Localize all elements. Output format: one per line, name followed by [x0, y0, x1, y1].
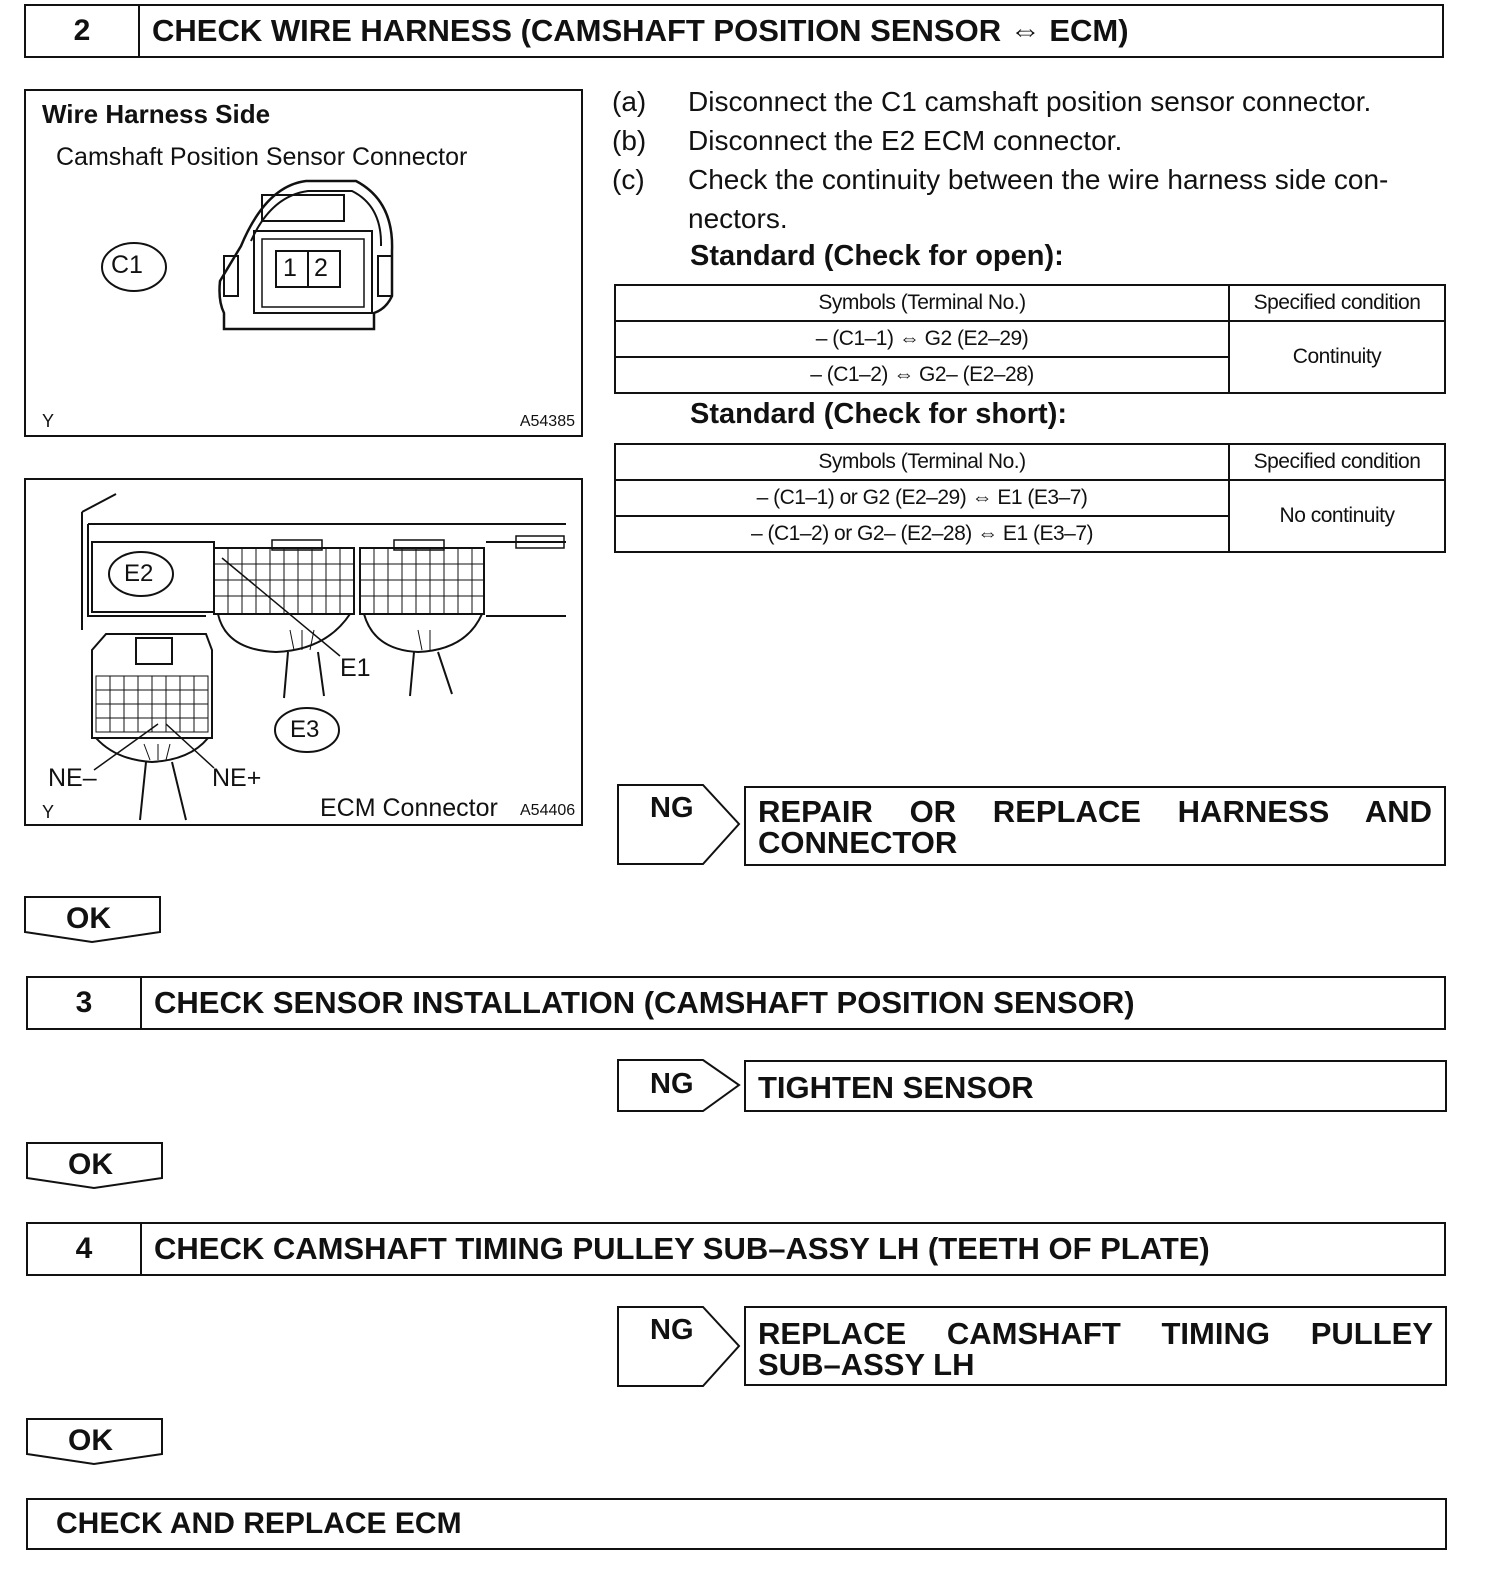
- step-a-label: (a): [612, 86, 647, 117]
- action-line-2: CONNECTOR: [758, 825, 958, 860]
- camshaft-sensor-connector-drawing: [26, 91, 581, 435]
- ok-label-1: OK: [66, 902, 111, 935]
- connector-tag: C1: [111, 251, 143, 279]
- table-header-symbols: Symbols (Terminal No.): [615, 444, 1229, 480]
- step-c-text: Check the continuity between the wire harness side con-: [688, 164, 1389, 195]
- action-replace-pulley: [744, 1306, 1447, 1386]
- step-2-number: 2: [26, 6, 140, 56]
- pin-1-label: 1: [283, 254, 297, 282]
- step-4-header: [26, 1222, 1446, 1276]
- procedure-list: [612, 82, 1452, 242]
- e2-tag: E2: [124, 560, 154, 587]
- step-c-text-cont: nectors.: [688, 203, 788, 234]
- standard-open-table: [614, 284, 1446, 394]
- table-row-symbols: – (C1–2) or G2– (E2–28) ⇔ E1 (E3–7): [615, 516, 1229, 552]
- step-b-label: (b): [612, 125, 647, 156]
- e3-tag: E3: [290, 716, 320, 743]
- step-b-text: Disconnect the E2 ECM connector.: [688, 125, 1123, 156]
- ecm-connector-drawing: [26, 480, 581, 824]
- standard-short-title: Standard (Check for short):: [690, 398, 1068, 430]
- step-2-title: CHECK WIRE HARNESS (CAMSHAFT POSITION SENSOR ⇔ ECM): [152, 13, 1129, 48]
- figure-ecm-connector: [24, 478, 583, 826]
- final-action-box: [26, 1498, 1447, 1550]
- action-line-1: TIGHTEN SENSOR: [758, 1070, 1034, 1105]
- ne-minus-label: NE–: [48, 764, 97, 792]
- final-action-text: CHECK AND REPLACE ECM: [56, 1507, 462, 1540]
- figure-heading: Wire Harness Side: [42, 99, 271, 129]
- step-3-title: CHECK SENSOR INSTALLATION (CAMSHAFT POSITION SENSOR): [154, 985, 1135, 1020]
- ne-plus-label: NE+: [212, 764, 262, 792]
- ng-label-3: NG: [650, 1314, 694, 1346]
- pin-2-label: 2: [314, 254, 328, 282]
- corner-mark: Y: [42, 411, 55, 431]
- ok-label-2: OK: [68, 1148, 113, 1181]
- table-header-symbols: Symbols (Terminal No.): [615, 285, 1229, 321]
- figure-wire-harness-side: [24, 89, 583, 437]
- corner-mark: Y: [42, 802, 55, 822]
- table-row-symbols: – (C1–2) ⇔ G2– (E2–28): [615, 357, 1229, 393]
- action-line-2: SUB–ASSY LH: [758, 1347, 975, 1382]
- ok-label-3: OK: [68, 1424, 113, 1457]
- ng-label-2: NG: [650, 1068, 694, 1100]
- step-a-text: Disconnect the C1 camshaft position sensor connector.: [688, 86, 1372, 117]
- figure-caption: ECM Connector: [320, 794, 498, 822]
- table-cell-condition: No continuity: [1229, 480, 1445, 552]
- table-cell-condition: Continuity: [1229, 321, 1445, 393]
- table-row-symbols: – (C1–1) ⇔ G2 (E2–29): [615, 321, 1229, 357]
- action-tighten-sensor: [744, 1060, 1447, 1112]
- step-3-number: 3: [28, 978, 142, 1028]
- figure-caption: Camshaft Position Sensor Connector: [56, 143, 468, 171]
- action-repair-harness: [744, 786, 1446, 866]
- figure-code: A54406: [520, 802, 576, 819]
- action-line-1: REPAIR OR REPLACE HARNESS AND: [758, 794, 1432, 829]
- table-header-condition: Specified condition: [1229, 285, 1445, 321]
- table-row-symbols: – (C1–1) or G2 (E2–29) ⇔ E1 (E3–7): [615, 480, 1229, 516]
- step-4-title: CHECK CAMSHAFT TIMING PULLEY SUB–ASSY LH (TEETH OF PLATE): [154, 1231, 1210, 1266]
- standard-short-table: [614, 443, 1446, 553]
- ng-label-1: NG: [650, 792, 694, 824]
- table-header-condition: Specified condition: [1229, 444, 1445, 480]
- step-2-header: [24, 4, 1444, 58]
- step-3-header: [26, 976, 1446, 1030]
- step-c-label: (c): [612, 164, 645, 195]
- standard-open-title: Standard (Check for open):: [690, 240, 1064, 272]
- step-4-number: 4: [28, 1224, 142, 1274]
- e1-label: E1: [340, 654, 371, 682]
- figure-code: A54385: [519, 413, 575, 430]
- action-line-1: REPLACE CAMSHAFT TIMING PULLEY: [758, 1316, 1433, 1351]
